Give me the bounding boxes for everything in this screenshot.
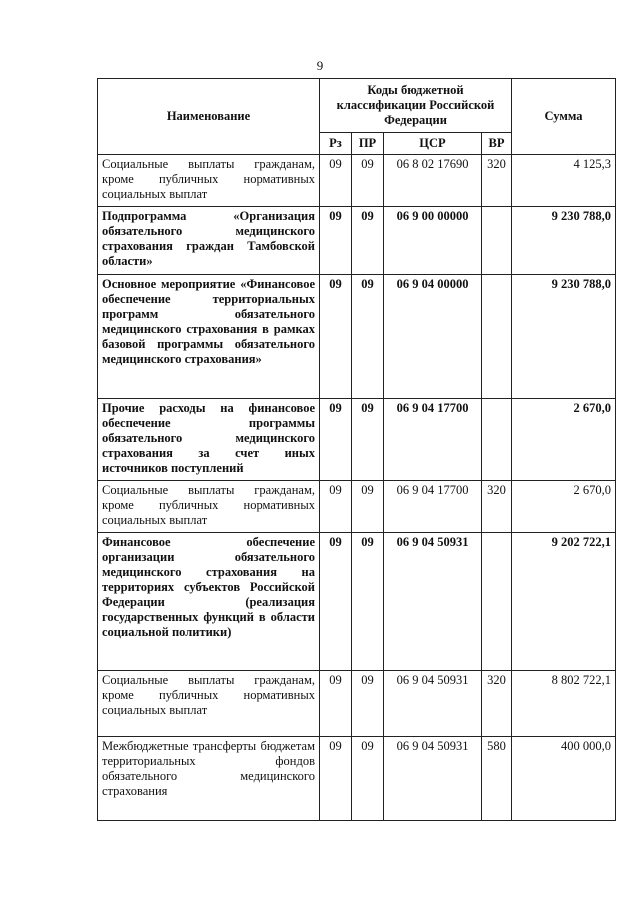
row-csr: 06 9 00 00000 — [384, 207, 482, 275]
table-row — [98, 275, 616, 399]
row-rz: 09 — [320, 155, 352, 207]
header-name: Наименование — [98, 79, 320, 155]
row-rz: 09 — [320, 275, 352, 399]
row-rz: 09 — [320, 533, 352, 671]
row-rz: 09 — [320, 481, 352, 533]
row-csr: 06 9 04 50931 — [384, 671, 482, 737]
row-name: Прочие расходы на финансовое обеспечение программы обязательного медицинского страхования за счет иных источников поступлений — [98, 399, 320, 481]
row-sum: 9 230 788,0 — [512, 207, 616, 275]
row-pr: 09 — [352, 207, 384, 275]
row-vr: 580 — [482, 737, 512, 821]
row-sum: 400 000,0 — [512, 737, 616, 821]
row-csr: 06 9 04 50931 — [384, 533, 482, 671]
header-vr: ВР — [482, 133, 512, 155]
row-name: Социальные выплаты гражданам, кроме публичных нормативных социальных выплат — [98, 155, 320, 207]
row-vr — [482, 275, 512, 399]
row-csr: 06 8 02 17690 — [384, 155, 482, 207]
row-sum: 9 202 722,1 — [512, 533, 616, 671]
row-sum: 4 125,3 — [512, 155, 616, 207]
row-csr: 06 9 04 50931 — [384, 737, 482, 821]
row-rz: 09 — [320, 671, 352, 737]
table-row — [98, 737, 616, 821]
header-csr: ЦСР — [384, 133, 482, 155]
row-name: Основное мероприятие «Финансовое обеспечение территориальных программ обязательного медицинского страхования в рамках базовой программы обязательного медицинского страхования» — [98, 275, 320, 399]
page-number: 9 — [316, 58, 324, 73]
row-vr — [482, 399, 512, 481]
row-pr: 09 — [352, 533, 384, 671]
row-pr: 09 — [352, 671, 384, 737]
table-row — [98, 155, 616, 207]
row-rz: 09 — [320, 207, 352, 275]
row-pr: 09 — [352, 481, 384, 533]
row-vr: 320 — [482, 155, 512, 207]
row-sum: 9 230 788,0 — [512, 275, 616, 399]
row-vr: 320 — [482, 481, 512, 533]
table-row — [98, 533, 616, 671]
row-sum: 8 802 722,1 — [512, 671, 616, 737]
row-pr: 09 — [352, 737, 384, 821]
row-sum: 2 670,0 — [512, 481, 616, 533]
row-name: Подпрограмма «Организация обязательного медицинского страхования граждан Тамбовской области» — [98, 207, 320, 275]
row-csr: 06 9 04 17700 — [384, 481, 482, 533]
row-rz: 09 — [320, 399, 352, 481]
row-name: Социальные выплаты гражданам, кроме публичных нормативных социальных выплат — [98, 481, 320, 533]
header-rz: Рз — [320, 133, 352, 155]
row-vr — [482, 533, 512, 671]
header-codes: Коды бюджетной классификации Российской Федерации — [320, 79, 512, 133]
budget-table — [97, 78, 616, 821]
row-csr: 06 9 04 00000 — [384, 275, 482, 399]
row-sum: 2 670,0 — [512, 399, 616, 481]
row-name: Межбюджетные трансферты бюджетам территориальных фондов обязательного медицинского страхования — [98, 737, 320, 821]
table-row — [98, 399, 616, 481]
row-vr: 320 — [482, 671, 512, 737]
row-name: Социальные выплаты гражданам, кроме публичных нормативных социальных выплат — [98, 671, 320, 737]
row-name: Финансовое обеспечение организации обязательного медицинского страхования на территориях субъектов Российской Федерации (реализация государственных функций в области социальной политики) — [98, 533, 320, 671]
header-sum: Сумма — [512, 79, 616, 155]
row-vr — [482, 207, 512, 275]
table-row — [98, 671, 616, 737]
table-row — [98, 207, 616, 275]
row-rz: 09 — [320, 737, 352, 821]
row-pr: 09 — [352, 275, 384, 399]
table-row — [98, 481, 616, 533]
header-pr: ПР — [352, 133, 384, 155]
row-pr: 09 — [352, 399, 384, 481]
row-pr: 09 — [352, 155, 384, 207]
row-csr: 06 9 04 17700 — [384, 399, 482, 481]
